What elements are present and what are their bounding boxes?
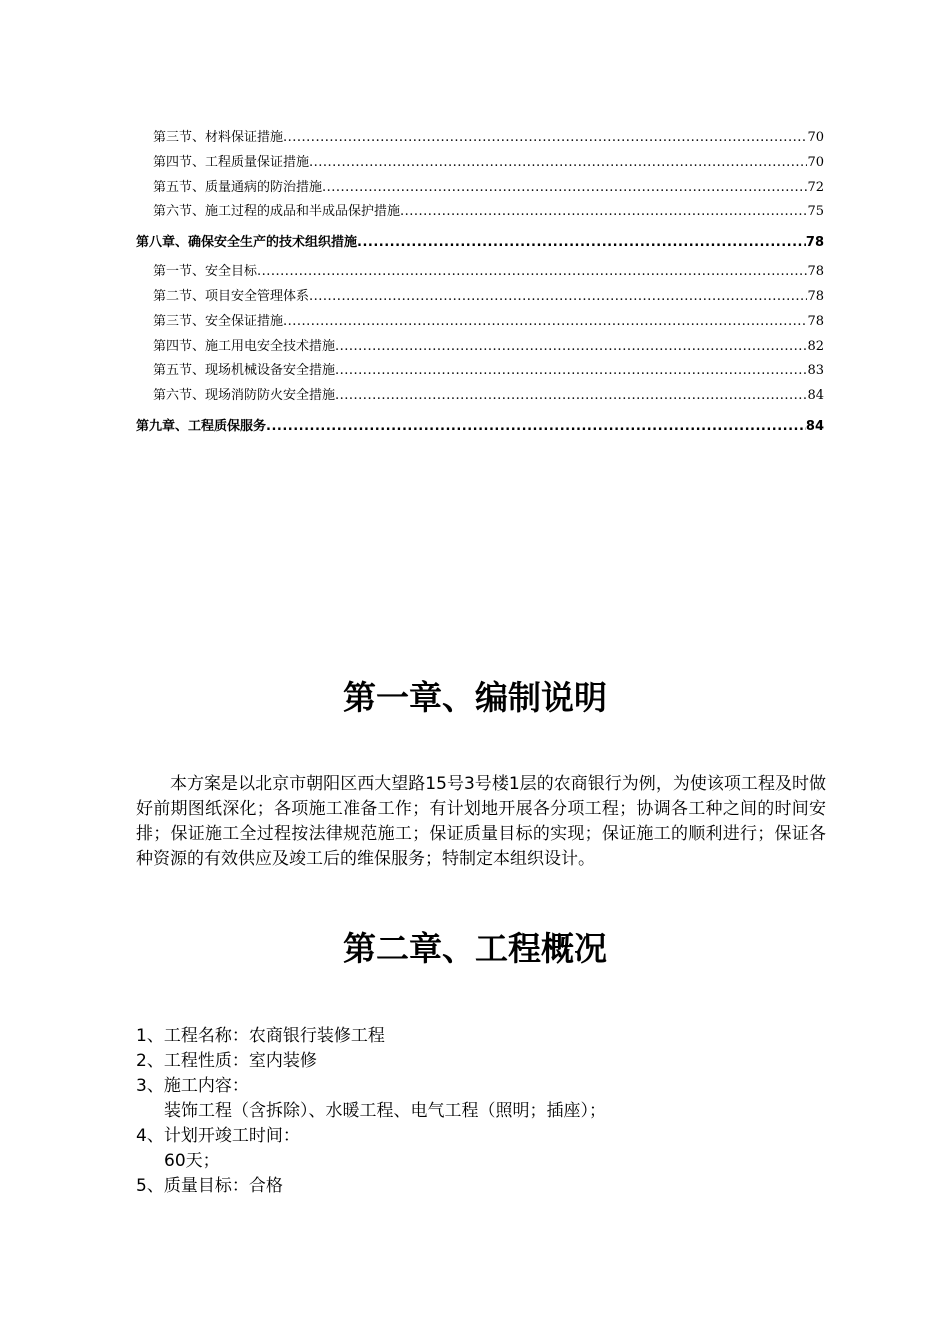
toc-entry-title: 第二节、项目安全管理体系 xyxy=(153,288,310,304)
toc-section-entry[interactable] xyxy=(136,126,824,151)
toc-page-number: 72 xyxy=(807,179,824,195)
toc-section-entry[interactable] xyxy=(136,384,824,409)
chapter-1-title: 第一章、编制说明 xyxy=(343,678,607,717)
toc-section-entry[interactable] xyxy=(136,335,824,360)
toc-leader-dots xyxy=(309,151,807,176)
toc-section-entry[interactable] xyxy=(136,310,824,335)
toc-entry-title: 第五节、质量通病的防治措施 xyxy=(153,179,323,195)
overview-detail: 60天； xyxy=(164,1151,220,1171)
overview-detail: 装饰工程（含拆除）、水暖工程、电气工程（照明；插座）； xyxy=(164,1101,606,1121)
toc-page-number: 78 xyxy=(807,313,824,329)
toc-chapter-entry[interactable] xyxy=(136,225,824,260)
chapter-2-title: 第二章、工程概况 xyxy=(343,929,607,968)
toc-page-number: 84 xyxy=(805,418,824,434)
toc-leader-dots xyxy=(283,310,807,335)
overview-item: 3、施工内容： xyxy=(136,1076,249,1096)
toc-page-number: 70 xyxy=(807,130,824,145)
toc-entry-title: 第六节、施工过程的成品和半成品保护措施 xyxy=(153,204,401,220)
toc-entry-title: 第八章、确保安全生产的技术组织措施 xyxy=(136,235,358,251)
toc-leader-dots xyxy=(400,200,807,225)
overview-item: 5、质量目标：合格 xyxy=(136,1176,283,1196)
toc-page-number: 83 xyxy=(807,363,824,379)
toc-section-entry[interactable] xyxy=(136,359,824,384)
toc-chapter-entry[interactable] xyxy=(136,409,824,444)
toc-page-number: 78 xyxy=(807,288,824,304)
toc-entry-title: 第四节、工程质量保证措施 xyxy=(153,154,310,170)
toc-leader-dots xyxy=(335,384,807,409)
project-overview-list xyxy=(136,1024,826,1199)
toc-entry-title: 第九章、工程质保服务 xyxy=(136,418,267,434)
toc-leader-dots xyxy=(335,359,807,384)
toc-leader-dots xyxy=(309,285,807,310)
toc-entry-title: 第一节、安全目标 xyxy=(153,264,258,280)
toc-page-number: 70 xyxy=(807,154,824,170)
toc-page-number: 75 xyxy=(807,204,824,220)
toc-entry-title: 第六节、现场消防防火安全措施 xyxy=(153,388,336,404)
overview-item: 4、计划开竣工时间： xyxy=(136,1126,300,1146)
toc-leader-dots xyxy=(257,260,807,285)
toc-entry-title: 第四节、施工用电安全技术措施 xyxy=(153,338,336,354)
toc-page-number: 84 xyxy=(807,388,824,404)
toc-page-number: 82 xyxy=(807,338,824,354)
toc-page-number: 78 xyxy=(805,235,824,251)
toc-leader-dots xyxy=(322,176,807,201)
toc-entry-title: 第五节、现场机械设备安全措施 xyxy=(153,363,336,379)
overview-item: 2、工程性质：室内装修 xyxy=(136,1051,317,1071)
chapter-1-paragraph: 本方案是以北京市朝阳区西大望路15号3号楼1层的农商银行为例，为使该项工程及时做好前期图纸深化；各项施工准备工作；有计划地开展各分项工程；协调各工种之间的时间安排；保证施工全过程按法律规范施工；保证质量目标的实现；保证施工的顺利进行；保证各种资源的有效供应及竣工后的维保服务；特制定本组织设计。 xyxy=(136,774,826,869)
toc-section-entry[interactable] xyxy=(136,151,824,176)
toc-section-entry[interactable] xyxy=(136,200,824,225)
toc-section-entry[interactable] xyxy=(136,176,824,201)
toc-page-number: 78 xyxy=(807,264,824,280)
toc-section-entry[interactable] xyxy=(136,285,824,310)
toc-leader-dots xyxy=(266,409,806,444)
toc-leader-dots xyxy=(283,126,807,151)
toc-entry-title: 第三节、安全保证措施 xyxy=(153,313,284,329)
toc-section-entry[interactable] xyxy=(136,260,824,285)
overview-item: 1、工程名称：农商银行装修工程 xyxy=(136,1026,385,1046)
toc-leader-dots xyxy=(335,335,807,360)
table-of-contents xyxy=(136,126,824,444)
toc-leader-dots xyxy=(357,225,806,260)
toc-entry-title: 第三节、材料保证措施 xyxy=(153,130,284,145)
